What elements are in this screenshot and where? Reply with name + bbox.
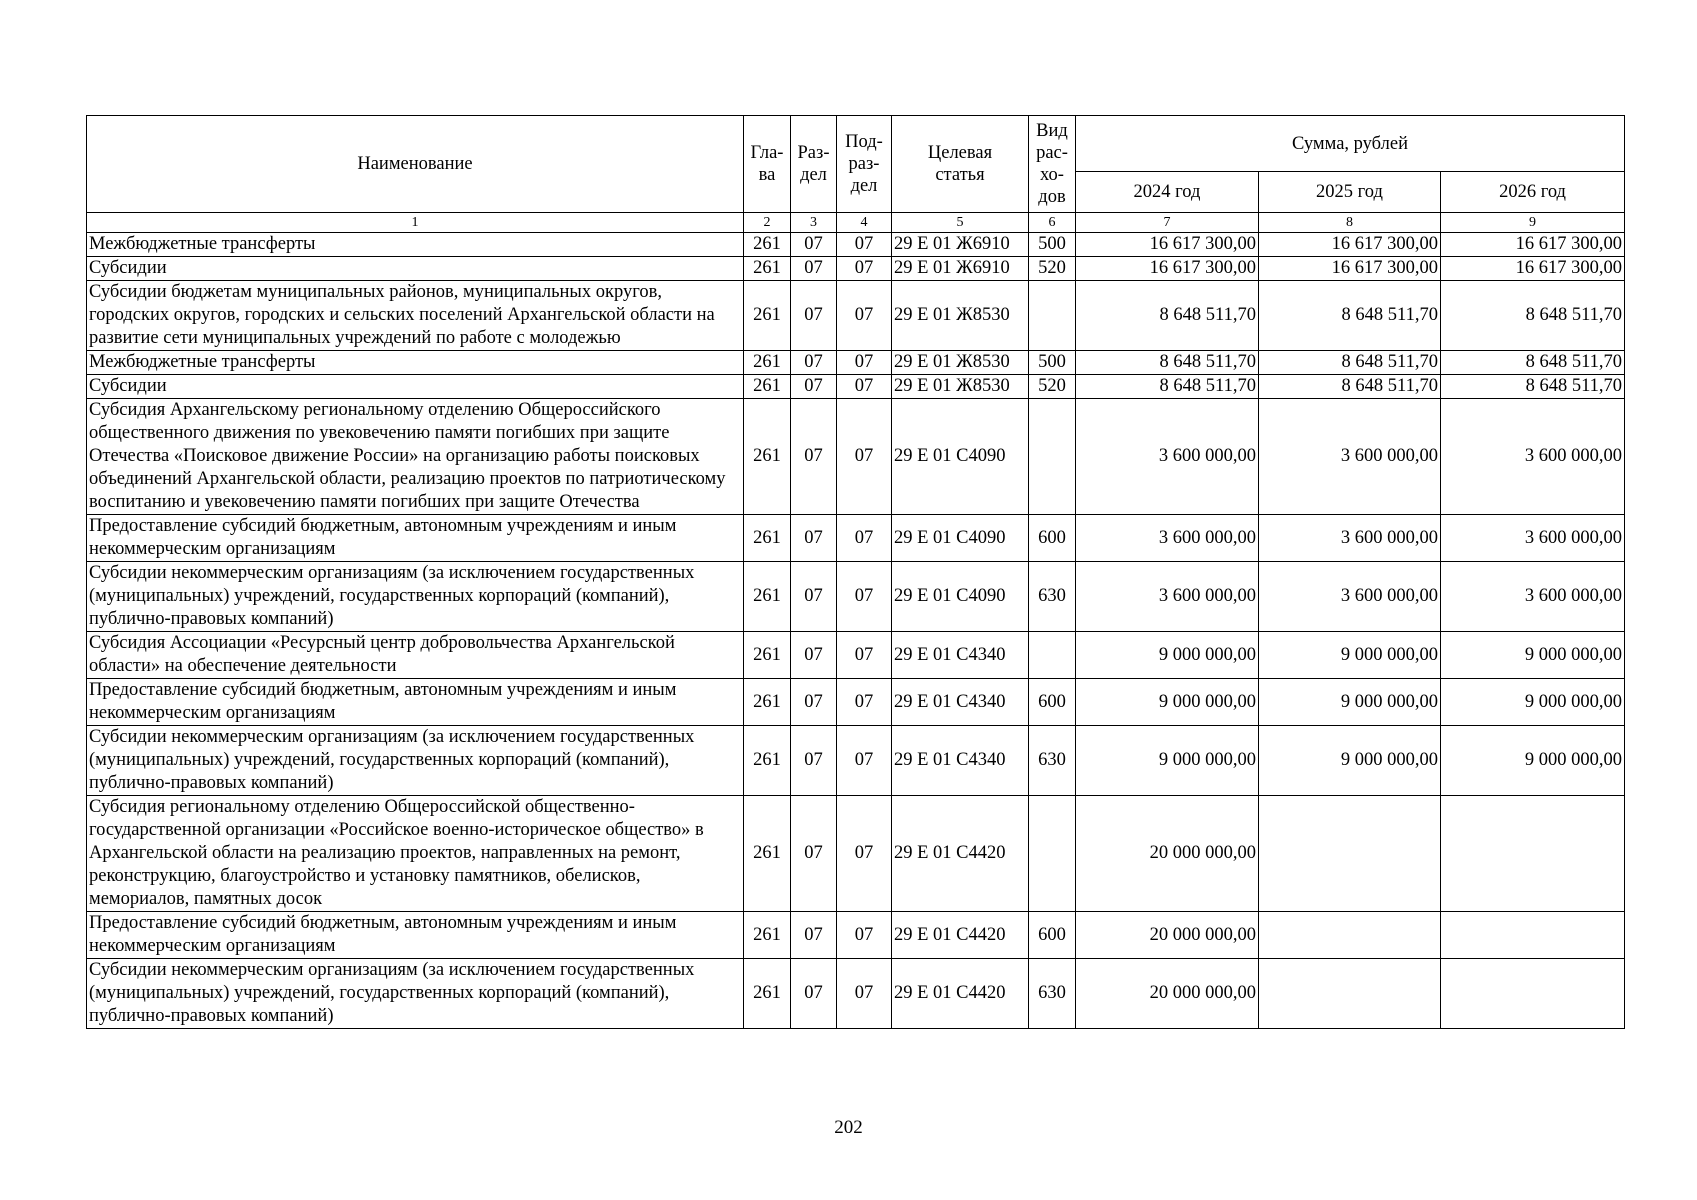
cell-razdel: 07 <box>791 515 837 562</box>
cell-razdel: 07 <box>791 796 837 912</box>
cell-amount-2026 <box>1441 912 1625 959</box>
table-body <box>87 213 1625 1029</box>
row-name: Предоставление субсидий бюджетным, автономным учреждениям и иным некоммерческим организациям <box>87 679 744 726</box>
cell-amount-2025 <box>1259 796 1441 912</box>
row-name: Субсидии некоммерческим организациям (за исключением государственных (муниципальных) учреждений, государственных корпораций (компаний), публично-правовых компаний) <box>87 562 744 632</box>
cell-glava: 261 <box>744 632 791 679</box>
cell-amount-2024: 3 600 000,00 <box>1076 515 1259 562</box>
cell-amount-2025: 9 000 000,00 <box>1259 679 1441 726</box>
cell-glava: 261 <box>744 562 791 632</box>
table-row <box>87 959 1625 1029</box>
cell-vid <box>1029 281 1076 351</box>
cell-vid <box>1029 399 1076 515</box>
cell-target: 29 Е 01 С4090 <box>892 562 1029 632</box>
cell-vid: 630 <box>1029 562 1076 632</box>
table-row <box>87 796 1625 912</box>
cell-vid: 500 <box>1029 233 1076 257</box>
row-name: Межбюджетные трансферты <box>87 233 744 257</box>
cell-podrazdel: 07 <box>837 679 892 726</box>
cell-glava: 261 <box>744 726 791 796</box>
cell-podrazdel: 07 <box>837 233 892 257</box>
cell-target: 29 Е 01 Ж8530 <box>892 281 1029 351</box>
cell-target: 29 Е 01 Ж6910 <box>892 257 1029 281</box>
cell-podrazdel: 07 <box>837 281 892 351</box>
cell-glava: 261 <box>744 796 791 912</box>
table-row <box>87 632 1625 679</box>
table-row <box>87 351 1625 375</box>
cell-glava: 261 <box>744 679 791 726</box>
cell-vid <box>1029 796 1076 912</box>
cell-amount-2024: 16 617 300,00 <box>1076 233 1259 257</box>
header-target: Целевая статья <box>892 116 1029 213</box>
cell-podrazdel: 07 <box>837 375 892 399</box>
cell-amount-2025: 8 648 511,70 <box>1259 281 1441 351</box>
column-number: 8 <box>1259 213 1441 233</box>
table-row <box>87 726 1625 796</box>
cell-glava: 261 <box>744 912 791 959</box>
table-header <box>87 116 1625 213</box>
cell-razdel: 07 <box>791 281 837 351</box>
cell-vid: 600 <box>1029 912 1076 959</box>
row-name: Субсидии <box>87 257 744 281</box>
cell-razdel: 07 <box>791 233 837 257</box>
cell-amount-2026: 3 600 000,00 <box>1441 515 1625 562</box>
row-name: Субсидия Архангельскому региональному отделению Общероссийского общественного движения по увековечению памяти погибших при защите Отечества «Поисковое движение России» на организацию работы поисковых объединений Архангельской области, реализацию проектов по патриотическому воспитанию и увековечению памяти погибших при защите Отечества <box>87 399 744 515</box>
header-2024: 2024 год <box>1076 172 1259 213</box>
cell-target: 29 Е 01 С4090 <box>892 399 1029 515</box>
cell-podrazdel: 07 <box>837 726 892 796</box>
row-name: Предоставление субсидий бюджетным, автономным учреждениям и иным некоммерческим организациям <box>87 515 744 562</box>
cell-amount-2024: 9 000 000,00 <box>1076 632 1259 679</box>
cell-amount-2026: 8 648 511,70 <box>1441 375 1625 399</box>
column-number: 2 <box>744 213 791 233</box>
cell-amount-2024: 20 000 000,00 <box>1076 796 1259 912</box>
cell-target: 29 Е 01 С4340 <box>892 726 1029 796</box>
cell-razdel: 07 <box>791 399 837 515</box>
cell-vid <box>1029 632 1076 679</box>
cell-vid: 600 <box>1029 515 1076 562</box>
header-name: Наименование <box>87 116 744 213</box>
cell-glava: 261 <box>744 351 791 375</box>
cell-target: 29 Е 01 С4340 <box>892 632 1029 679</box>
cell-podrazdel: 07 <box>837 515 892 562</box>
cell-amount-2025 <box>1259 959 1441 1029</box>
cell-target: 29 Е 01 С4090 <box>892 515 1029 562</box>
cell-amount-2025: 16 617 300,00 <box>1259 257 1441 281</box>
table-row <box>87 257 1625 281</box>
cell-amount-2025: 8 648 511,70 <box>1259 375 1441 399</box>
column-number: 4 <box>837 213 892 233</box>
cell-vid: 630 <box>1029 726 1076 796</box>
column-number: 3 <box>791 213 837 233</box>
row-name: Предоставление субсидий бюджетным, автономным учреждениям и иным некоммерческим организациям <box>87 912 744 959</box>
cell-razdel: 07 <box>791 375 837 399</box>
cell-amount-2026: 9 000 000,00 <box>1441 679 1625 726</box>
cell-amount-2024: 3 600 000,00 <box>1076 399 1259 515</box>
cell-glava: 261 <box>744 399 791 515</box>
cell-target: 29 Е 01 Ж8530 <box>892 375 1029 399</box>
cell-amount-2026: 8 648 511,70 <box>1441 281 1625 351</box>
cell-glava: 261 <box>744 515 791 562</box>
cell-target: 29 Е 01 С4420 <box>892 959 1029 1029</box>
cell-glava: 261 <box>744 281 791 351</box>
cell-target: 29 Е 01 С4420 <box>892 796 1029 912</box>
row-name: Субсидии <box>87 375 744 399</box>
cell-amount-2025: 3 600 000,00 <box>1259 515 1441 562</box>
cell-target: 29 Е 01 Ж8530 <box>892 351 1029 375</box>
cell-amount-2025: 3 600 000,00 <box>1259 562 1441 632</box>
table-row <box>87 912 1625 959</box>
cell-amount-2025 <box>1259 912 1441 959</box>
cell-amount-2026: 9 000 000,00 <box>1441 632 1625 679</box>
cell-amount-2025: 3 600 000,00 <box>1259 399 1441 515</box>
cell-razdel: 07 <box>791 726 837 796</box>
cell-target: 29 Е 01 С4420 <box>892 912 1029 959</box>
cell-amount-2026: 9 000 000,00 <box>1441 726 1625 796</box>
budget-table <box>86 115 1625 1029</box>
cell-amount-2024: 8 648 511,70 <box>1076 351 1259 375</box>
cell-target: 29 Е 01 Ж6910 <box>892 233 1029 257</box>
cell-amount-2026: 3 600 000,00 <box>1441 399 1625 515</box>
cell-podrazdel: 07 <box>837 257 892 281</box>
column-number: 9 <box>1441 213 1625 233</box>
column-number: 7 <box>1076 213 1259 233</box>
cell-glava: 261 <box>744 257 791 281</box>
cell-glava: 261 <box>744 959 791 1029</box>
cell-vid: 500 <box>1029 351 1076 375</box>
cell-razdel: 07 <box>791 351 837 375</box>
cell-razdel: 07 <box>791 562 837 632</box>
header-2025: 2025 год <box>1259 172 1441 213</box>
cell-razdel: 07 <box>791 912 837 959</box>
column-number: 1 <box>87 213 744 233</box>
cell-razdel: 07 <box>791 257 837 281</box>
column-number: 5 <box>892 213 1029 233</box>
cell-podrazdel: 07 <box>837 796 892 912</box>
cell-razdel: 07 <box>791 679 837 726</box>
table-row <box>87 399 1625 515</box>
cell-amount-2026: 3 600 000,00 <box>1441 562 1625 632</box>
cell-amount-2025: 16 617 300,00 <box>1259 233 1441 257</box>
cell-amount-2025: 8 648 511,70 <box>1259 351 1441 375</box>
cell-amount-2026 <box>1441 796 1625 912</box>
table-row <box>87 515 1625 562</box>
column-number: 6 <box>1029 213 1076 233</box>
table-row <box>87 281 1625 351</box>
row-name: Субсидия Ассоциации «Ресурсный центр добровольчества Архангельской области» на обеспечение деятельности <box>87 632 744 679</box>
table-row <box>87 679 1625 726</box>
cell-amount-2024: 20 000 000,00 <box>1076 912 1259 959</box>
cell-podrazdel: 07 <box>837 562 892 632</box>
cell-podrazdel: 07 <box>837 399 892 515</box>
header-2026: 2026 год <box>1441 172 1625 213</box>
column-numbers-row <box>87 213 1625 233</box>
cell-amount-2026: 16 617 300,00 <box>1441 257 1625 281</box>
row-name: Субсидии некоммерческим организациям (за исключением государственных (муниципальных) учреждений, государственных корпораций (компаний), публично-правовых компаний) <box>87 726 744 796</box>
header-razdel: Раз- дел <box>791 116 837 213</box>
cell-amount-2024: 16 617 300,00 <box>1076 257 1259 281</box>
row-name: Субсидии бюджетам муниципальных районов, муниципальных округов, городских округов, городских и сельских поселений Архангельской области на развитие сети муниципальных учреждений по работе с молодежью <box>87 281 744 351</box>
row-name: Субсидия региональному отделению Общероссийской общественно-государственной организации «Российское военно-историческое общество» в Архангельской области на реализацию проектов, направленных на ремонт, реконструкцию, благоустройство и установку памятников, обелисков, мемориалов, памятных досок <box>87 796 744 912</box>
cell-amount-2024: 8 648 511,70 <box>1076 375 1259 399</box>
cell-glava: 261 <box>744 233 791 257</box>
cell-vid: 520 <box>1029 257 1076 281</box>
cell-amount-2026: 8 648 511,70 <box>1441 351 1625 375</box>
cell-amount-2026 <box>1441 959 1625 1029</box>
cell-amount-2024: 9 000 000,00 <box>1076 679 1259 726</box>
cell-amount-2024: 8 648 511,70 <box>1076 281 1259 351</box>
header-sum: Сумма, рублей <box>1076 116 1625 172</box>
cell-podrazdel: 07 <box>837 959 892 1029</box>
header-glava: Гла- ва <box>744 116 791 213</box>
cell-razdel: 07 <box>791 632 837 679</box>
cell-podrazdel: 07 <box>837 912 892 959</box>
cell-razdel: 07 <box>791 959 837 1029</box>
cell-vid: 600 <box>1029 679 1076 726</box>
table-row <box>87 233 1625 257</box>
cell-glava: 261 <box>744 375 791 399</box>
header-vid: Вид рас- хо- дов <box>1029 116 1076 213</box>
cell-amount-2025: 9 000 000,00 <box>1259 632 1441 679</box>
header-podrazdel: Под- раз- дел <box>837 116 892 213</box>
cell-target: 29 Е 01 С4340 <box>892 679 1029 726</box>
row-name: Субсидии некоммерческим организациям (за исключением государственных (муниципальных) учреждений, государственных корпораций (компаний), публично-правовых компаний) <box>87 959 744 1029</box>
page-number: 202 <box>834 1117 863 1138</box>
cell-amount-2024: 3 600 000,00 <box>1076 562 1259 632</box>
cell-podrazdel: 07 <box>837 351 892 375</box>
cell-amount-2025: 9 000 000,00 <box>1259 726 1441 796</box>
cell-vid: 630 <box>1029 959 1076 1029</box>
cell-podrazdel: 07 <box>837 632 892 679</box>
table-row <box>87 562 1625 632</box>
cell-amount-2024: 20 000 000,00 <box>1076 959 1259 1029</box>
cell-amount-2026: 16 617 300,00 <box>1441 233 1625 257</box>
table-row <box>87 375 1625 399</box>
row-name: Межбюджетные трансферты <box>87 351 744 375</box>
cell-amount-2024: 9 000 000,00 <box>1076 726 1259 796</box>
cell-vid: 520 <box>1029 375 1076 399</box>
